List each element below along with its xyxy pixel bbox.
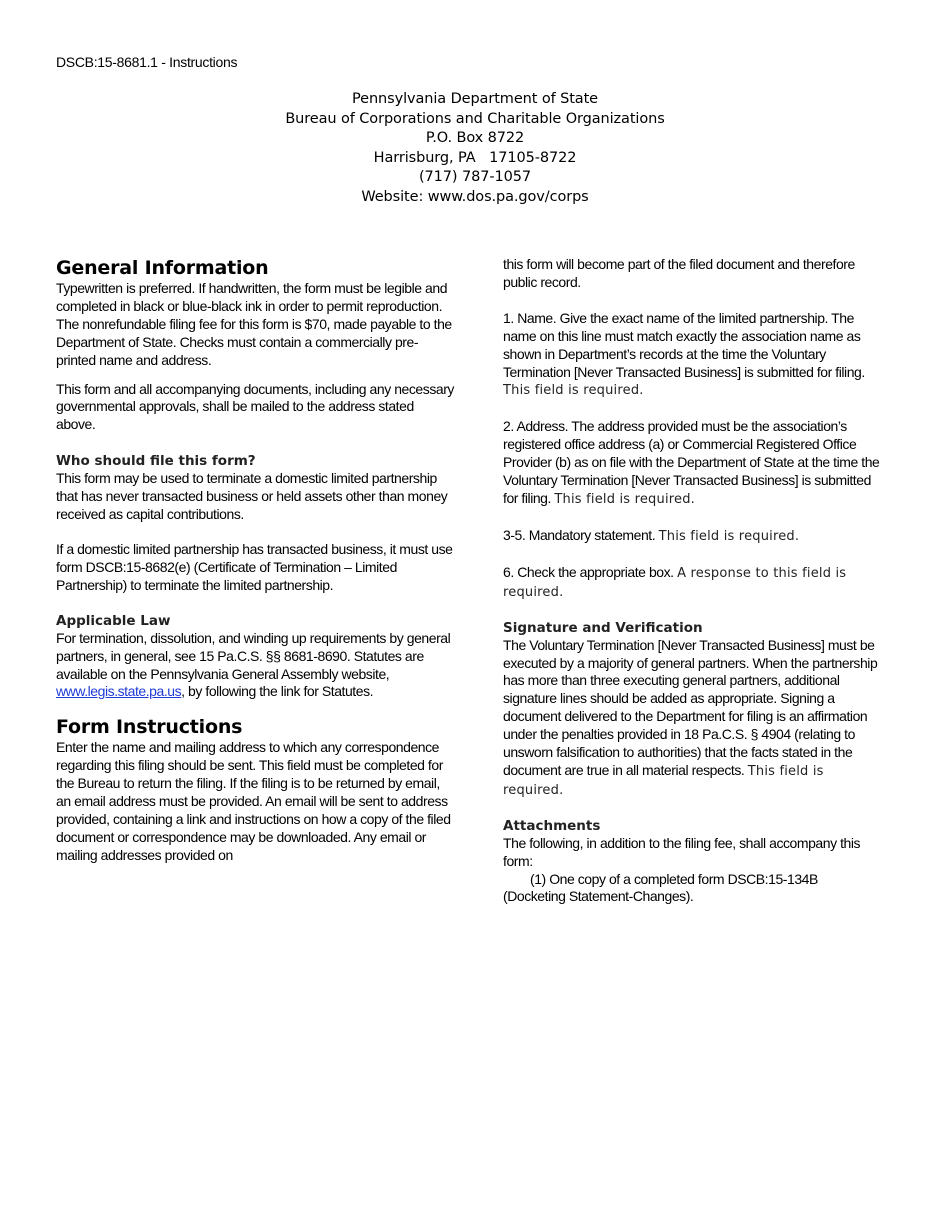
who-should-file-paragraph: This form may be used to terminate a domestic limited partnership that has never transacted business or held assets other than money received as capital contributions. [56,470,448,523]
attachments-heading: Attachments [503,817,601,834]
mailing-paragraph: This form and all accompanying documents, including any necessary governmental approvals, shall be mailed to the address stated above. [56,380,454,433]
attachments-item-text: (1) One copy of a completed form DSCB:15-134B (Docketing Statement-Changes). [503,870,818,905]
agency-phone: (717) 787-1057 [418,169,531,186]
attachments-item [503,871,883,907]
agency-city: Harrisburg, PA 17105-8722 [373,149,577,166]
agency-po-box: P.O. Box 8722 [425,130,525,147]
signature-text: The Voluntary Termination [Never Transacted Business] must be executed by a majority of general partners. When the partnership has more than three executing general partners, additional signature lines should be added as appropriate. Signing a document delivered to the Department for filing is an affirmation under the penalties provided in 18 Pa.C.S. § 4904 (relating to unsworn falsification to authorities) that the facts stated in the document are true in all material respects. [503,636,878,778]
who-should-file-heading: Who should file this form? [56,453,256,470]
item-address-instruction [503,418,883,509]
signature-paragraph [503,637,883,800]
item-mandatory-required: This field is required. [658,528,800,544]
general-info-heading: General Information [56,257,269,279]
item-checkbox-text: 6. Check the appropriate box. [503,563,678,580]
form-instructions-continued: this form will become part of the filed document and therefore public record. [503,256,855,290]
right-column [503,256,883,906]
applicable-law-text: For termination, dissolution, and winding up requirements by general partners, in general, see 15 Pa.C.S. §§ 8681-8690. Statutes are available on the Pennsylvania General Assembly website, [56,629,451,682]
form-id: DSCB:15-8681.1 - Instructions [56,54,238,70]
item-name-text: 1. Name. Give the exact name of the limited partnership. The name on this line must match exactly the association name as shown in Department’s records at the time the Voluntary Termination [Never Transacted Business] is submitted for filing. [503,309,865,380]
form-instructions-heading: Form Instructions [56,716,243,739]
applicable-law-text-end: , by following the link for Statutes. [181,683,374,700]
item-address-required: This field is required. [554,491,696,507]
general-info-paragraph: Typewritten is preferred. If handwritten, the form must be legible and completed in black or blue-black ink in order to permit reproduction. The nonrefundable filing fee for this form is $70, made payable to the Department of State. Checks must contain a commercially pre-printed name and address. [56,280,452,368]
item-address-text: 2. Address. The address provided must be the association’s registered office address (a) or Commercial Registered Office Provider (b) as on file with the Department of State at the time the Voluntary Termination [Never Transacted Business] is submitted for filing. [503,418,880,506]
item-checkbox-instruction [503,564,883,602]
item-name-required: This field is required. [503,383,644,399]
item-checkbox-required: A response to this field is required. [503,565,847,600]
item-name-instruction [503,310,883,401]
applicable-law-heading: Applicable Law [56,612,171,629]
applicable-law-paragraph [56,630,456,702]
form-instructions-paragraph: Enter the name and mailing address to which any correspondence regarding this filing should be sent. This field must be completed for the Bureau to return the filing. If the filing is to be returned by email, an email address must be provided. An email will be sent to address provided, containing a link and instructions on how a copy of the filed document or correspondence may be downloaded. Any email or mailing addresses provided on [56,739,451,863]
legis-link[interactable]: www.legis.state.pa.us [56,683,182,700]
signature-heading: Signature and Verification [503,619,703,636]
attachments-intro: The following, in addition to the filing fee, shall accompany this form: [503,834,861,869]
transacted-business-paragraph: If a domestic limited partnership has transacted business, it must use form DSCB:15-8682(e) (Certificate of Termination – Limited Partnership) to terminate the limited partnership. [56,540,453,593]
agency-department: Pennsylvania Department of State [352,91,598,107]
item-mandatory-instruction [503,527,883,546]
left-column [56,256,456,865]
agency-bureau: Bureau of Corporations and Charitable Organizations [285,110,665,127]
agency-website: Website: www.dos.pa.gov/corps [361,188,589,205]
signature-required: This field is required. [503,763,824,798]
item-mandatory-text: 3-5. Mandatory statement. [503,526,659,543]
agency-address-block [0,90,950,208]
